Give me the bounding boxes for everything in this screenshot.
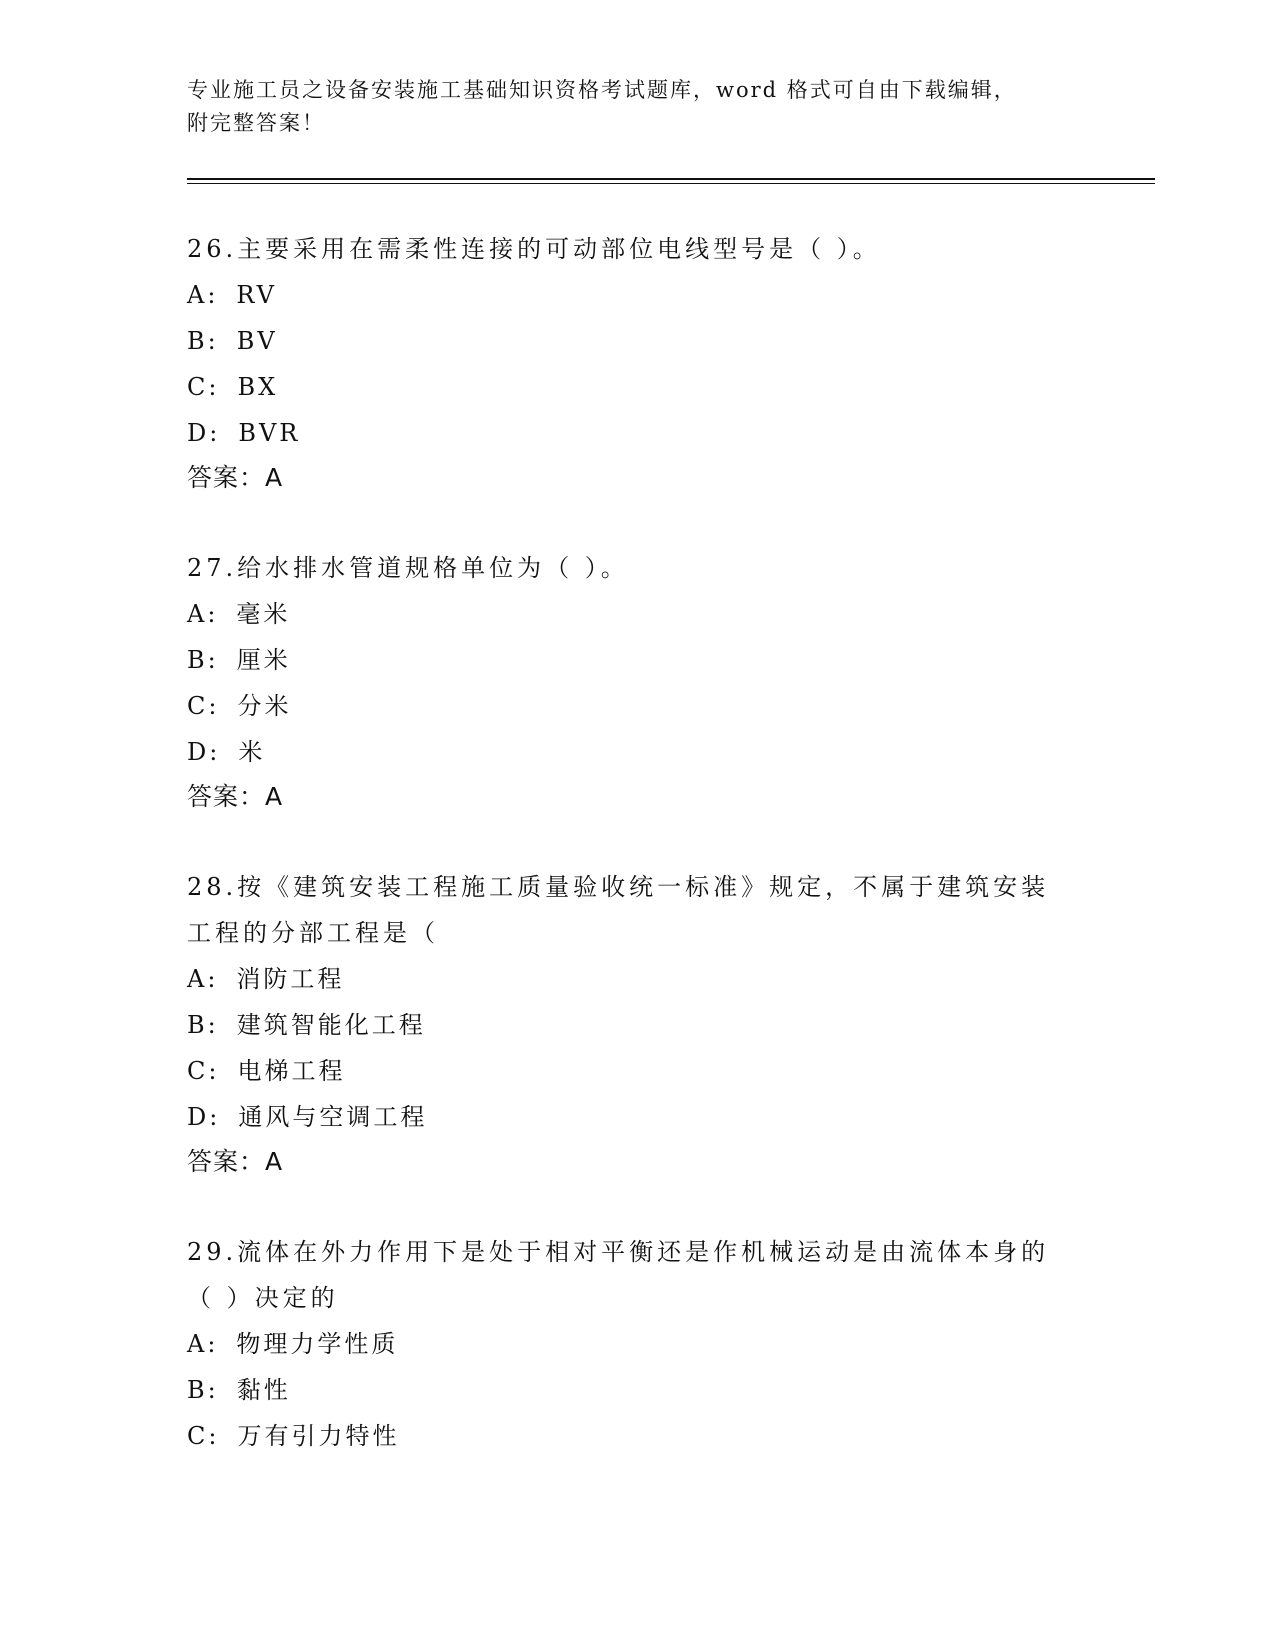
option-text: 分米 — [237, 692, 292, 720]
option-letter: D: — [187, 1103, 221, 1131]
question-stem: 26.主要采用在需柔性连接的可动部位电线型号是（ ）。 — [187, 235, 881, 263]
question-stem-line-2: 工程的分部工程是（ — [187, 919, 439, 947]
option-text: RV — [236, 281, 277, 309]
question-stem: 27.给水排水管道规格单位为（ ）。 — [187, 554, 629, 582]
option-text: BVR — [238, 419, 301, 447]
option-letter: A: — [187, 281, 219, 309]
option-letter: B: — [187, 646, 219, 674]
option-letter: D: — [187, 738, 221, 766]
question-stem-line-1: 29.流体在外力作用下是处于相对平衡还是作机械运动是由流体本身的 — [187, 1238, 1050, 1266]
option-c — [187, 1413, 1087, 1459]
option-text: 建筑智能化工程 — [236, 1011, 426, 1039]
option-letter: C: — [187, 692, 220, 720]
option-a — [187, 956, 1087, 1002]
option-letter: B: — [187, 1376, 219, 1404]
question-29 — [187, 1229, 1087, 1459]
option-letter: C: — [187, 1422, 220, 1450]
question-26 — [187, 226, 1087, 500]
option-letter: C: — [187, 373, 220, 401]
answer-line: 答案：A — [187, 782, 284, 811]
option-text: 消防工程 — [236, 965, 345, 993]
question-28 — [187, 864, 1087, 1184]
option-text: 黏性 — [236, 1376, 291, 1404]
answer-line: 答案：A — [187, 463, 284, 492]
option-d — [187, 410, 1087, 456]
option-text: BX — [237, 373, 279, 401]
option-d — [187, 729, 1087, 775]
option-b — [187, 318, 1087, 364]
option-text: 厘米 — [236, 646, 291, 674]
option-a — [187, 1321, 1087, 1367]
header-divider — [187, 178, 1155, 180]
document-header — [187, 74, 1087, 140]
question-stem-line-1: 28.按《建筑安装工程施工质量验收统一标准》规定，不属于建筑安装 — [187, 873, 1050, 901]
option-c — [187, 683, 1087, 729]
option-c — [187, 364, 1087, 410]
option-text: 万有引力特性 — [237, 1422, 400, 1450]
header-line-2: 附完整答案！ — [187, 111, 325, 135]
option-text: 毫米 — [236, 600, 291, 628]
header-line-1: 专业施工员之设备安装施工基础知识资格考试题库，word 格式可自由下载编辑， — [187, 78, 1017, 102]
option-d — [187, 1094, 1087, 1140]
option-b — [187, 1367, 1087, 1413]
header-divider-thin — [187, 183, 1155, 184]
answer-line: 答案：A — [187, 1147, 284, 1176]
option-text: 电梯工程 — [237, 1057, 346, 1085]
question-27 — [187, 545, 1087, 819]
option-letter: A: — [187, 600, 219, 628]
option-letter: B: — [187, 1011, 219, 1039]
option-letter: D: — [187, 419, 221, 447]
option-letter: C: — [187, 1057, 220, 1085]
option-b — [187, 637, 1087, 683]
option-text: 米 — [238, 738, 266, 766]
option-text: 通风与空调工程 — [238, 1103, 428, 1131]
option-letter: A: — [187, 1330, 219, 1358]
option-text: BV — [236, 327, 278, 355]
option-c — [187, 1048, 1087, 1094]
option-text: 物理力学性质 — [236, 1330, 399, 1358]
option-a — [187, 591, 1087, 637]
option-letter: B: — [187, 327, 219, 355]
option-a — [187, 272, 1087, 318]
question-stem-line-2: （ ）决定的 — [187, 1284, 339, 1312]
option-b — [187, 1002, 1087, 1048]
option-letter: A: — [187, 965, 219, 993]
